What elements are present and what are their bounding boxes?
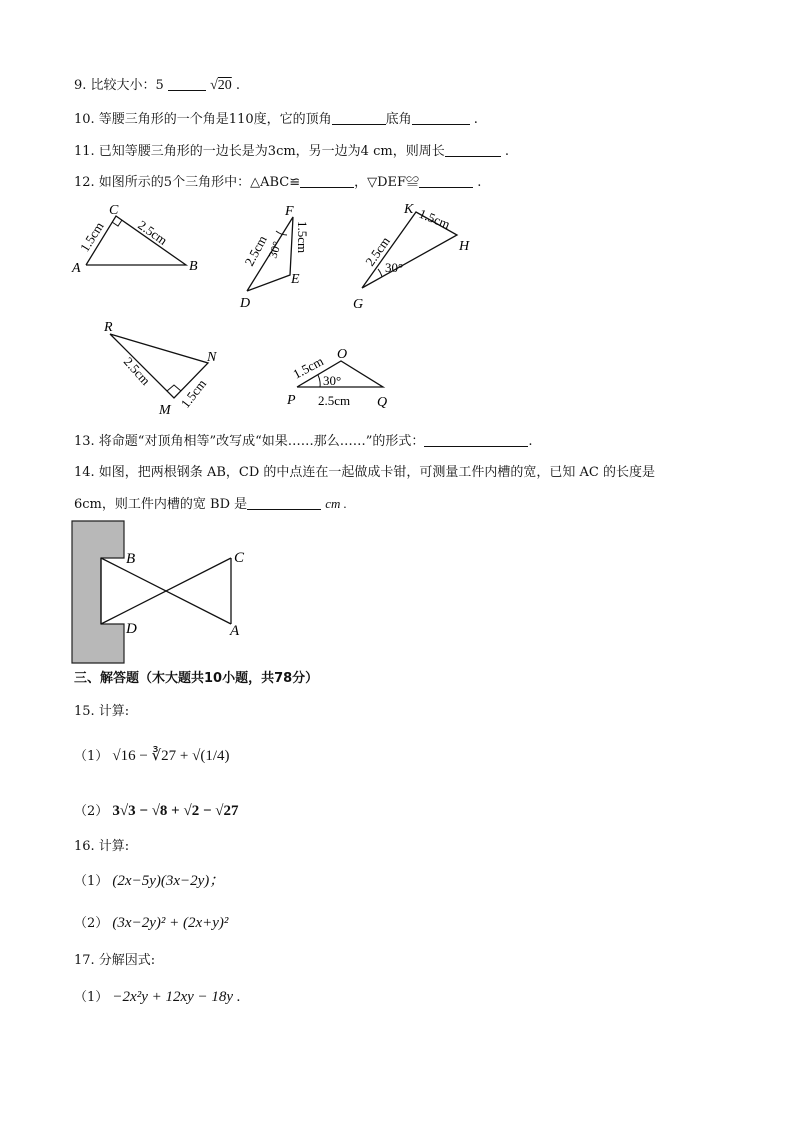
question-17: 17. 分解因式: — [74, 953, 156, 968]
question-16-part-1 — [74, 873, 224, 890]
sqrt-radicand: 20 — [217, 78, 232, 93]
answer-blank[interactable] — [168, 77, 206, 91]
vertex-label-k: K — [404, 202, 414, 217]
answer-blank[interactable] — [424, 433, 528, 447]
sqrt-expression: √20 — [210, 78, 232, 93]
section-heading: 三、解答题（木大题共10小题，共78分） — [74, 671, 319, 686]
answer-blank[interactable] — [412, 111, 470, 125]
side-label-po: 1.5cm — [290, 353, 326, 382]
vertex-label-p: P — [287, 393, 296, 408]
question-15-part-2 — [74, 803, 239, 820]
question-15: 15. 计算: — [74, 704, 130, 719]
question-14-line2 — [74, 496, 347, 513]
part-number: （1） — [74, 874, 109, 889]
side-label-mn: 1.5cm — [177, 376, 210, 411]
math-expression: √16 − ∛27 + √(1/4) — [112, 748, 230, 764]
part-number: （2） — [74, 804, 109, 819]
question-11-text: 11. 已知等腰三角形的一边长是为3cm，另一边为4 cm，则周长 — [74, 144, 445, 159]
question-13-tail: . — [528, 434, 533, 449]
caliper-figure — [0, 515, 794, 670]
unit-label: cm . — [325, 496, 347, 511]
vertex-label-h: H — [459, 239, 470, 254]
question-14-line1: 14. 如图，把两根钢条 AB，CD 的中点连在一起做成卡钳，可测量工件内槽的宽，已知 AC 的长度是 — [74, 465, 655, 480]
side-label-fe: 1.5cm — [295, 221, 310, 254]
question-10-mid: 底角 — [385, 112, 412, 127]
point-label-c: C — [234, 550, 245, 566]
math-expression: 3√3 − √8 + √2 − √27 — [112, 803, 239, 819]
vertex-label-r: R — [104, 320, 113, 335]
answer-blank[interactable] — [247, 496, 321, 510]
side-label-df: 2.5cm — [241, 232, 270, 269]
question-12 — [74, 174, 481, 191]
answer-blank[interactable] — [445, 143, 501, 157]
question-15-part-1 — [74, 748, 230, 765]
vertex-label-m: M — [159, 403, 171, 418]
question-12-mid: ，▽DEF≌ — [354, 175, 420, 190]
vertex-label-n: N — [207, 350, 217, 365]
workpiece-groove — [72, 521, 124, 663]
point-label-a: A — [230, 623, 240, 639]
side-label-pq: 2.5cm — [318, 393, 351, 408]
vertex-label-e: E — [291, 272, 300, 287]
vertex-label-b: B — [189, 259, 198, 274]
side-label-gk: 2.5cm — [362, 233, 393, 269]
question-12-tail: . — [477, 175, 482, 190]
math-expression: (3x−2y)² + (2x+y)² — [112, 915, 229, 931]
question-10-tail: . — [473, 112, 478, 127]
question-13 — [74, 433, 533, 450]
question-9-tail: . — [235, 78, 241, 93]
question-16: 16. 计算: — [74, 839, 130, 854]
vertex-label-c: C — [109, 203, 119, 218]
side-label-ac: 1.5cm — [76, 219, 107, 255]
answer-blank[interactable] — [332, 111, 386, 125]
question-11 — [74, 143, 509, 160]
question-16-part-2 — [74, 915, 228, 932]
angle-label: 30° — [385, 260, 404, 275]
answer-blank[interactable] — [300, 174, 354, 188]
vertex-label-g: G — [353, 297, 364, 312]
vertex-label-a: A — [72, 261, 81, 276]
vertex-label-o: O — [337, 347, 348, 362]
angle-label: 30° — [323, 373, 342, 388]
side-label-kh: 1.5cm — [416, 205, 453, 232]
vertex-label-q: Q — [377, 395, 388, 410]
vertex-label-f: F — [285, 204, 294, 219]
question-10-text: 10. 等腰三角形的一个角是110度，它的顶角 — [74, 112, 332, 127]
question-10 — [74, 111, 478, 128]
part-number: （1） — [74, 749, 109, 764]
side-label-cb: 2.5cm — [135, 217, 171, 248]
point-label-b: B — [126, 551, 136, 567]
question-14-text: 6cm，则工件内槽的宽 BD 是 — [74, 497, 248, 512]
question-9-text: 9. 比较大小：5 — [74, 78, 164, 93]
math-expression: −2x²y + 12xy − 18y . — [112, 989, 241, 1005]
question-12-text: 12. 如图所示的5个三角形中：△ABC≌ — [74, 175, 301, 190]
vertex-label-d: D — [240, 296, 251, 311]
caliper-bars — [101, 558, 231, 624]
question-17-part-1 — [74, 989, 241, 1006]
angle-label: 30° — [265, 239, 285, 260]
answer-blank[interactable] — [419, 174, 473, 188]
math-expression: (2x−5y)(3x−2y)； — [112, 873, 225, 889]
side-label-rm: 2.5cm — [120, 353, 154, 388]
part-number: （2） — [74, 916, 109, 931]
question-11-tail: . — [504, 144, 509, 159]
question-9 — [74, 77, 240, 94]
part-number: （1） — [74, 990, 109, 1005]
triangles-figure — [0, 195, 794, 420]
triangle-abc — [86, 216, 186, 265]
point-label-d: D — [126, 621, 137, 637]
question-13-text: 13. 将命题“对顶角相等”改写成“如果……那么……”的形式： — [74, 434, 425, 449]
